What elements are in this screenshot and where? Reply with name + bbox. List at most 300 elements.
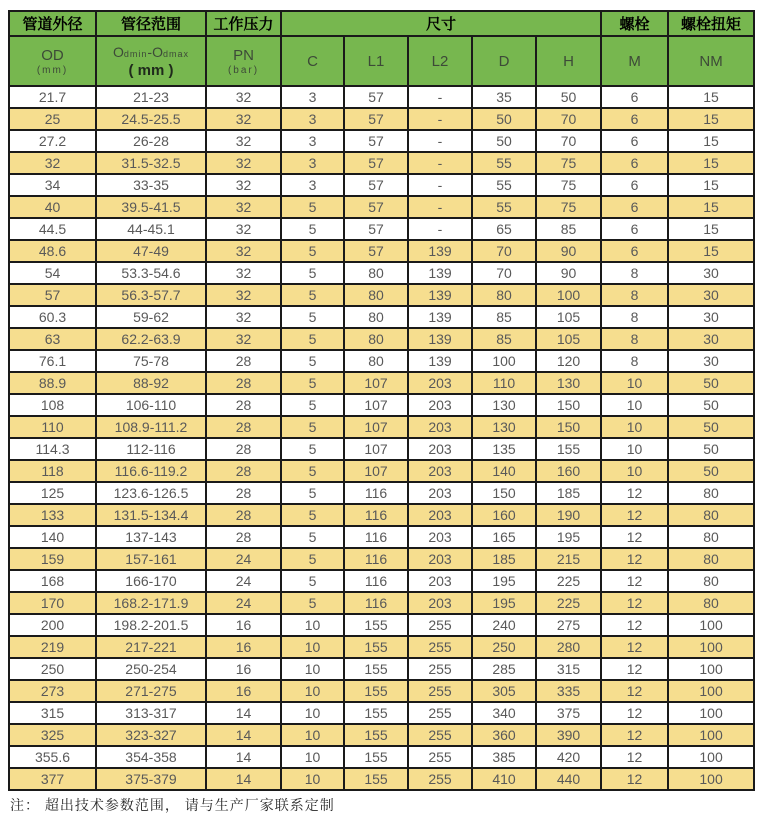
cell: 40 bbox=[9, 196, 96, 218]
cell: 5 bbox=[281, 416, 344, 438]
cell: 57 bbox=[344, 108, 408, 130]
table-row bbox=[9, 350, 754, 372]
subheader-range bbox=[96, 36, 206, 86]
cell: 195 bbox=[472, 570, 536, 592]
cell: 440 bbox=[536, 768, 601, 790]
cell: 100 bbox=[668, 768, 754, 790]
cell: 185 bbox=[536, 482, 601, 504]
cell: 100 bbox=[668, 658, 754, 680]
cell: 133 bbox=[9, 504, 96, 526]
cell: 28 bbox=[206, 394, 281, 416]
header-bolt: 螺栓 bbox=[601, 11, 668, 36]
table-row bbox=[9, 130, 754, 152]
cell: 123.6-126.5 bbox=[96, 482, 206, 504]
cell: 12 bbox=[601, 526, 668, 548]
cell: 6 bbox=[601, 108, 668, 130]
cell: 57 bbox=[344, 86, 408, 108]
cell: 12 bbox=[601, 702, 668, 724]
cell: 85 bbox=[472, 328, 536, 350]
cell: 203 bbox=[408, 570, 472, 592]
table-row bbox=[9, 196, 754, 218]
cell: 28 bbox=[206, 350, 281, 372]
table-row bbox=[9, 218, 754, 240]
cell: 75-78 bbox=[96, 350, 206, 372]
cell: 80 bbox=[668, 482, 754, 504]
cell: 255 bbox=[408, 658, 472, 680]
cell: 57 bbox=[344, 130, 408, 152]
cell: 105 bbox=[536, 328, 601, 350]
cell: 107 bbox=[344, 372, 408, 394]
cell: 80 bbox=[668, 526, 754, 548]
cell: 32 bbox=[206, 240, 281, 262]
cell: 57 bbox=[9, 284, 96, 306]
cell: 16 bbox=[206, 680, 281, 702]
cell: 355.6 bbox=[9, 746, 96, 768]
cell: 34 bbox=[9, 174, 96, 196]
cell: 315 bbox=[536, 658, 601, 680]
table-row bbox=[9, 108, 754, 130]
cell: 100 bbox=[668, 614, 754, 636]
cell: 155 bbox=[344, 680, 408, 702]
table-row bbox=[9, 152, 754, 174]
cell: 100 bbox=[668, 636, 754, 658]
cell: 5 bbox=[281, 482, 344, 504]
cell: 6 bbox=[601, 218, 668, 240]
cell: 250 bbox=[472, 636, 536, 658]
subheader-d: D bbox=[472, 36, 536, 86]
cell: 203 bbox=[408, 592, 472, 614]
cell: 54 bbox=[9, 262, 96, 284]
cell: 8 bbox=[601, 306, 668, 328]
cell: 12 bbox=[601, 482, 668, 504]
subheader-c: C bbox=[281, 36, 344, 86]
cell: 50 bbox=[668, 438, 754, 460]
cell: 225 bbox=[536, 570, 601, 592]
cell: 140 bbox=[9, 526, 96, 548]
cell: 10 bbox=[601, 416, 668, 438]
table-row bbox=[9, 86, 754, 108]
pn-label: PN bbox=[233, 46, 254, 64]
cell: - bbox=[408, 218, 472, 240]
sub-header-row bbox=[9, 36, 754, 86]
cell: 70 bbox=[536, 130, 601, 152]
cell: 155 bbox=[344, 768, 408, 790]
cell: 130 bbox=[536, 372, 601, 394]
od-unit: (mm) bbox=[36, 64, 69, 76]
pipe-spec-table bbox=[8, 10, 755, 791]
cell: 10 bbox=[601, 460, 668, 482]
cell: 217-221 bbox=[96, 636, 206, 658]
cell: 28 bbox=[206, 372, 281, 394]
cell: 44-45.1 bbox=[96, 218, 206, 240]
cell: 110 bbox=[472, 372, 536, 394]
cell: 155 bbox=[344, 702, 408, 724]
cell: 24.5-25.5 bbox=[96, 108, 206, 130]
cell: 116 bbox=[344, 570, 408, 592]
cell: 203 bbox=[408, 372, 472, 394]
table-row bbox=[9, 636, 754, 658]
cell: 39.5-41.5 bbox=[96, 196, 206, 218]
cell: 6 bbox=[601, 240, 668, 262]
cell: 225 bbox=[536, 592, 601, 614]
cell: 33-35 bbox=[96, 174, 206, 196]
cell: 219 bbox=[9, 636, 96, 658]
cell: 420 bbox=[536, 746, 601, 768]
cell: 10 bbox=[281, 636, 344, 658]
cell: 50 bbox=[668, 416, 754, 438]
cell: 14 bbox=[206, 746, 281, 768]
cell: 70 bbox=[472, 262, 536, 284]
cell: 190 bbox=[536, 504, 601, 526]
cell: 32 bbox=[206, 174, 281, 196]
cell: 6 bbox=[601, 174, 668, 196]
cell: 170 bbox=[9, 592, 96, 614]
cell: 16 bbox=[206, 658, 281, 680]
cell: 15 bbox=[668, 196, 754, 218]
table-row bbox=[9, 768, 754, 790]
cell: 30 bbox=[668, 328, 754, 350]
cell: 271-275 bbox=[96, 680, 206, 702]
cell: 203 bbox=[408, 504, 472, 526]
cell: 31.5-32.5 bbox=[96, 152, 206, 174]
cell: 130 bbox=[472, 416, 536, 438]
cell: 255 bbox=[408, 724, 472, 746]
cell: 57 bbox=[344, 218, 408, 240]
cell: 8 bbox=[601, 328, 668, 350]
cell: 203 bbox=[408, 548, 472, 570]
cell: 47-49 bbox=[96, 240, 206, 262]
cell: 203 bbox=[408, 526, 472, 548]
cell: 32 bbox=[206, 152, 281, 174]
cell: 107 bbox=[344, 416, 408, 438]
cell: 340 bbox=[472, 702, 536, 724]
cell: 100 bbox=[472, 350, 536, 372]
cell: 139 bbox=[408, 328, 472, 350]
cell: 32 bbox=[206, 86, 281, 108]
cell: 150 bbox=[536, 416, 601, 438]
cell: 250-254 bbox=[96, 658, 206, 680]
cell: - bbox=[408, 130, 472, 152]
table-row bbox=[9, 614, 754, 636]
cell: 28 bbox=[206, 438, 281, 460]
range-formula: Odmin-Odmax bbox=[113, 43, 189, 60]
cell: 88.9 bbox=[9, 372, 96, 394]
cell: 160 bbox=[472, 504, 536, 526]
cell: 203 bbox=[408, 438, 472, 460]
cell: 105 bbox=[536, 306, 601, 328]
range-unit: ( mm ) bbox=[128, 61, 174, 79]
cell: 155 bbox=[344, 746, 408, 768]
cell: 155 bbox=[536, 438, 601, 460]
table-body bbox=[9, 86, 754, 790]
cell: 106-110 bbox=[96, 394, 206, 416]
cell: 80 bbox=[668, 570, 754, 592]
cell: 5 bbox=[281, 460, 344, 482]
cell: 57 bbox=[344, 240, 408, 262]
cell: 53.3-54.6 bbox=[96, 262, 206, 284]
cell: 12 bbox=[601, 680, 668, 702]
cell: 75 bbox=[536, 174, 601, 196]
cell: 255 bbox=[408, 680, 472, 702]
cell: 5 bbox=[281, 526, 344, 548]
table-row bbox=[9, 482, 754, 504]
cell: 30 bbox=[668, 262, 754, 284]
cell: 10 bbox=[601, 438, 668, 460]
cell: 114.3 bbox=[9, 438, 96, 460]
table-row bbox=[9, 592, 754, 614]
cell: 107 bbox=[344, 394, 408, 416]
cell: 131.5-134.4 bbox=[96, 504, 206, 526]
subheader-l1: L1 bbox=[344, 36, 408, 86]
cell: 375 bbox=[536, 702, 601, 724]
cell: 12 bbox=[601, 592, 668, 614]
cell: 15 bbox=[668, 152, 754, 174]
cell: 10 bbox=[281, 680, 344, 702]
cell: 35 bbox=[472, 86, 536, 108]
cell: 5 bbox=[281, 394, 344, 416]
subheader-od bbox=[9, 36, 96, 86]
cell: 110 bbox=[9, 416, 96, 438]
cell: 65 bbox=[472, 218, 536, 240]
cell: 5 bbox=[281, 350, 344, 372]
cell: 185 bbox=[472, 548, 536, 570]
cell: 75 bbox=[536, 152, 601, 174]
cell: 85 bbox=[472, 306, 536, 328]
table-row bbox=[9, 570, 754, 592]
cell: 80 bbox=[668, 504, 754, 526]
cell: 155 bbox=[344, 724, 408, 746]
group-header-row bbox=[9, 11, 754, 36]
cell: 32 bbox=[9, 152, 96, 174]
cell: 50 bbox=[536, 86, 601, 108]
cell: 5 bbox=[281, 548, 344, 570]
cell: 32 bbox=[206, 108, 281, 130]
cell: 165 bbox=[472, 526, 536, 548]
cell: 3 bbox=[281, 174, 344, 196]
cell: 21.7 bbox=[9, 86, 96, 108]
cell: 120 bbox=[536, 350, 601, 372]
cell: 140 bbox=[472, 460, 536, 482]
table-row bbox=[9, 240, 754, 262]
cell: 354-358 bbox=[96, 746, 206, 768]
cell: 8 bbox=[601, 284, 668, 306]
cell: 5 bbox=[281, 218, 344, 240]
cell: 12 bbox=[601, 768, 668, 790]
cell: 27.2 bbox=[9, 130, 96, 152]
cell: 100 bbox=[668, 702, 754, 724]
cell: - bbox=[408, 152, 472, 174]
cell: 57 bbox=[344, 152, 408, 174]
cell: 240 bbox=[472, 614, 536, 636]
cell: 116 bbox=[344, 548, 408, 570]
cell: 55 bbox=[472, 174, 536, 196]
cell: 12 bbox=[601, 504, 668, 526]
cell: 57 bbox=[344, 196, 408, 218]
cell: 90 bbox=[536, 240, 601, 262]
cell: 203 bbox=[408, 394, 472, 416]
table-row bbox=[9, 526, 754, 548]
cell: 50 bbox=[472, 108, 536, 130]
table-row bbox=[9, 702, 754, 724]
cell: 108 bbox=[9, 394, 96, 416]
cell: 116.6-119.2 bbox=[96, 460, 206, 482]
cell: 32 bbox=[206, 218, 281, 240]
cell: 150 bbox=[536, 394, 601, 416]
cell: 3 bbox=[281, 108, 344, 130]
cell: 5 bbox=[281, 372, 344, 394]
table-row bbox=[9, 504, 754, 526]
cell: 75 bbox=[536, 196, 601, 218]
cell: 360 bbox=[472, 724, 536, 746]
cell: 14 bbox=[206, 768, 281, 790]
cell: 24 bbox=[206, 570, 281, 592]
cell: 6 bbox=[601, 130, 668, 152]
cell: 160 bbox=[536, 460, 601, 482]
cell: 155 bbox=[344, 658, 408, 680]
cell: 100 bbox=[668, 746, 754, 768]
header-pipe-od: 管道外径 bbox=[9, 11, 96, 36]
cell: 215 bbox=[536, 548, 601, 570]
table-row bbox=[9, 174, 754, 196]
cell: 5 bbox=[281, 570, 344, 592]
cell: 3 bbox=[281, 130, 344, 152]
cell: 166-170 bbox=[96, 570, 206, 592]
cell: 15 bbox=[668, 174, 754, 196]
cell: 255 bbox=[408, 636, 472, 658]
cell: - bbox=[408, 86, 472, 108]
pn-unit: (bar) bbox=[227, 64, 260, 76]
cell: 24 bbox=[206, 592, 281, 614]
cell: 28 bbox=[206, 460, 281, 482]
cell: 15 bbox=[668, 218, 754, 240]
cell: 50 bbox=[668, 394, 754, 416]
cell: 200 bbox=[9, 614, 96, 636]
cell: 10 bbox=[281, 702, 344, 724]
cell: 28 bbox=[206, 482, 281, 504]
table-row bbox=[9, 416, 754, 438]
cell: 15 bbox=[668, 108, 754, 130]
table-row bbox=[9, 394, 754, 416]
header-bolt-torque: 螺栓扭矩 bbox=[668, 11, 754, 36]
cell: 3 bbox=[281, 86, 344, 108]
cell: 30 bbox=[668, 306, 754, 328]
cell: 32 bbox=[206, 306, 281, 328]
cell: 70 bbox=[472, 240, 536, 262]
cell: 139 bbox=[408, 240, 472, 262]
subheader-nm: NM bbox=[668, 36, 754, 86]
cell: 125 bbox=[9, 482, 96, 504]
cell: 168.2-171.9 bbox=[96, 592, 206, 614]
cell: 25 bbox=[9, 108, 96, 130]
header-pipe-range: 管径范围 bbox=[96, 11, 206, 36]
cell: 135 bbox=[472, 438, 536, 460]
cell: 60.3 bbox=[9, 306, 96, 328]
cell: 70 bbox=[536, 108, 601, 130]
cell: - bbox=[408, 174, 472, 196]
table-row bbox=[9, 262, 754, 284]
cell: 10 bbox=[281, 768, 344, 790]
cell: 116 bbox=[344, 504, 408, 526]
cell: 112-116 bbox=[96, 438, 206, 460]
cell: 12 bbox=[601, 636, 668, 658]
cell: 8 bbox=[601, 262, 668, 284]
cell: 5 bbox=[281, 592, 344, 614]
cell: 313-317 bbox=[96, 702, 206, 724]
cell: 10 bbox=[281, 724, 344, 746]
cell: 88-92 bbox=[96, 372, 206, 394]
cell: 6 bbox=[601, 196, 668, 218]
cell: 107 bbox=[344, 460, 408, 482]
cell: 80 bbox=[344, 306, 408, 328]
cell: 203 bbox=[408, 416, 472, 438]
cell: 8 bbox=[601, 350, 668, 372]
cell: 32 bbox=[206, 130, 281, 152]
cell: 155 bbox=[344, 636, 408, 658]
subheader-l2: L2 bbox=[408, 36, 472, 86]
cell: 50 bbox=[472, 130, 536, 152]
cell: 28 bbox=[206, 526, 281, 548]
cell: 12 bbox=[601, 724, 668, 746]
cell: 26-28 bbox=[96, 130, 206, 152]
cell: 100 bbox=[536, 284, 601, 306]
cell: 6 bbox=[601, 86, 668, 108]
cell: 55 bbox=[472, 196, 536, 218]
cell: 155 bbox=[344, 614, 408, 636]
cell: 5 bbox=[281, 306, 344, 328]
cell: 14 bbox=[206, 724, 281, 746]
cell: 56.3-57.7 bbox=[96, 284, 206, 306]
cell: 195 bbox=[536, 526, 601, 548]
cell: 15 bbox=[668, 130, 754, 152]
cell: 6 bbox=[601, 152, 668, 174]
subheader-m: M bbox=[601, 36, 668, 86]
subheader-pn bbox=[206, 36, 281, 86]
table-row bbox=[9, 328, 754, 350]
cell: 335 bbox=[536, 680, 601, 702]
cell: 116 bbox=[344, 526, 408, 548]
cell: 139 bbox=[408, 262, 472, 284]
cell: 24 bbox=[206, 548, 281, 570]
cell: 10 bbox=[281, 614, 344, 636]
cell: 32 bbox=[206, 262, 281, 284]
cell: 16 bbox=[206, 636, 281, 658]
cell: 15 bbox=[668, 240, 754, 262]
cell: 139 bbox=[408, 350, 472, 372]
cell: 377 bbox=[9, 768, 96, 790]
cell: 90 bbox=[536, 262, 601, 284]
cell: 80 bbox=[344, 262, 408, 284]
cell: 44.5 bbox=[9, 218, 96, 240]
cell: 5 bbox=[281, 284, 344, 306]
cell: 108.9-111.2 bbox=[96, 416, 206, 438]
cell: 10 bbox=[281, 658, 344, 680]
cell: - bbox=[408, 108, 472, 130]
cell: 55 bbox=[472, 152, 536, 174]
cell: 168 bbox=[9, 570, 96, 592]
header-dimensions: 尺寸 bbox=[281, 11, 601, 36]
cell: 157-161 bbox=[96, 548, 206, 570]
cell: 5 bbox=[281, 438, 344, 460]
cell: 32 bbox=[206, 196, 281, 218]
table-row bbox=[9, 284, 754, 306]
cell: 5 bbox=[281, 240, 344, 262]
table-row bbox=[9, 680, 754, 702]
cell: 116 bbox=[344, 592, 408, 614]
cell: 63 bbox=[9, 328, 96, 350]
table-row bbox=[9, 658, 754, 680]
cell: - bbox=[408, 196, 472, 218]
od-label: OD bbox=[41, 46, 64, 64]
